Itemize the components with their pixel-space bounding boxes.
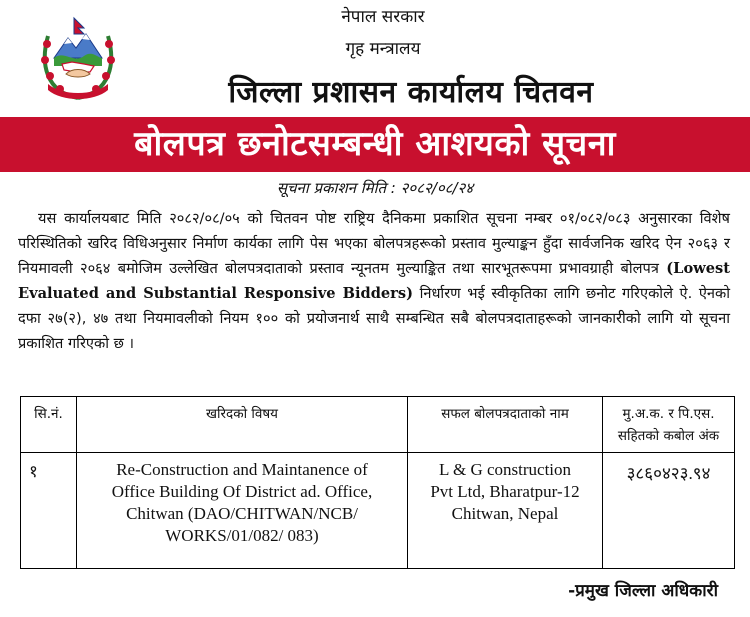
signature: -प्रमुख जिल्ला अधिकारी (568, 581, 718, 601)
notice-body (18, 206, 730, 356)
notice-body-english: (Lowest Evaluated and Substantial Responsive Bidders) (18, 260, 730, 302)
publish-date: सूचना प्रकाशन मिति : २०८२/०८/२४ (276, 179, 474, 197)
row-amount: ३८६०४२३.९४ (603, 453, 735, 569)
notice-title-banner: बोलपत्र छनोटसम्बन्धी आशयको सूचना (0, 117, 750, 172)
header-amount-line2: सहितको कबोल अंक (617, 428, 720, 444)
row-bidder-line: L & G construction (438, 460, 572, 479)
ministry-name: गृह मन्त्रालय (345, 39, 421, 59)
notice-body-part1: यस कार्यालयबाट मिति २०८२/०८/०५ को चितवन पोष्ट राष्ट्रिय दैनिकमा प्रकाशित सूचना नम्बर ०१/०८२/०८३ अनुसारका विशेष परिस्थितिको खरिद विधिअनुसार निर्माण कार्यका लागि पेस भएका बोलपत्रहरूको प्रस्ताव मुल्याङ्कन हुँदा सार्वजनिक खरिद ऐन २०६३ र नियमावली २०६४ बमोजिम उल्लेखित बोलपत्रदाताको प्रस्ताव न्यूनतम मुल्याङ्कित तथा सारभूतरूपमा प्रभावग्राही बोलपत्र (18, 210, 730, 277)
notice-body-part2: निर्धारण भई स्वीकृतिका लागि छनोट गरिएकोले ऐ. ऐनको दफा २७(२), ४७ तथा नियमावलीको नियम १०० को प्रयोजनार्थ साथै सम्बन्धित सबै बोलपत्रदाताहरूको जानकारीको लागि यो सूचना प्रकाशित गरिएको छ । (18, 285, 730, 352)
row-subject-line: Office Building Of District ad. Office, (111, 482, 373, 501)
row-bidder (408, 453, 603, 569)
row-subject (77, 453, 408, 569)
bid-table (20, 396, 735, 569)
header-sn: सि.नं. (21, 397, 77, 453)
header-subject: खरिदको विषय (77, 397, 408, 453)
table-header-row (21, 397, 735, 453)
office-title: जिल्ला प्रशासन कार्यालय चितवन (228, 75, 594, 110)
header-bidder: सफल बोलपत्रदाताको नाम (408, 397, 603, 453)
header-amount (603, 397, 735, 453)
row-subject-line: WORKS/01/082/ 083) (165, 526, 319, 545)
row-subject-line: Chitwan (DAO/CHITWAN/NCB/ (126, 504, 358, 523)
row-bidder-line: Pvt Ltd, Bharatpur-12 (430, 482, 580, 501)
row-bidder-line: Chitwan, Nepal (451, 504, 559, 523)
row-subject-line: Re-Construction and Maintanence of (116, 460, 368, 479)
header-amount-line1: मु.अ.क. र पि.एस. (622, 406, 715, 422)
government-name: नेपाल सरकार (341, 7, 425, 27)
table-row (21, 453, 735, 569)
row-sn: १ (21, 453, 77, 569)
